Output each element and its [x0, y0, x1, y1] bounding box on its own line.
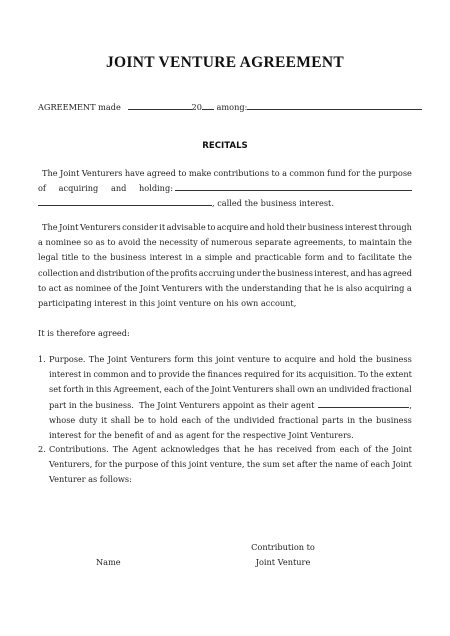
year-prefix-text: 20 [191, 102, 202, 112]
word: business [375, 354, 412, 364]
word: he [323, 282, 334, 293]
word: of [113, 282, 122, 293]
clause-1-line-2 [49, 367, 412, 382]
word: the [225, 282, 240, 293]
word: of [38, 183, 46, 194]
word: through [378, 222, 412, 232]
word: fund [326, 168, 346, 178]
word: purpose [378, 168, 412, 178]
word: also [345, 282, 363, 293]
word: Agreement, [113, 384, 162, 395]
agent-comma: , [409, 399, 412, 410]
word: The [112, 444, 129, 454]
word: form [304, 252, 325, 263]
word: consider [122, 222, 158, 232]
word: to [207, 222, 216, 232]
word: fractional [278, 414, 319, 425]
word: provide [158, 369, 190, 380]
agreement-made-text: AGREEMENT made [38, 102, 121, 112]
word: profits [170, 267, 198, 278]
word: for [282, 369, 294, 380]
word: facilitate [358, 252, 395, 263]
word: for [348, 168, 361, 178]
word: set [282, 459, 295, 470]
name-column-header: Name [96, 557, 121, 567]
word: Purpose. [49, 354, 86, 364]
word: is [336, 282, 344, 293]
word: a [38, 237, 43, 248]
word: joint [215, 354, 235, 364]
word: of [146, 267, 155, 278]
word: and [350, 267, 366, 278]
word: of [204, 414, 213, 425]
word: and [79, 267, 96, 278]
word: Joint [211, 384, 231, 395]
word: a [406, 282, 412, 293]
word: acquiring [58, 183, 99, 194]
clause-2-number: 2. [38, 444, 46, 454]
word: act [48, 282, 62, 293]
word: purpose [124, 459, 159, 470]
word: of [363, 444, 372, 454]
word: sum [262, 459, 280, 470]
recital-1-line-3 [38, 196, 412, 211]
word: required [244, 369, 280, 380]
word: avoid [118, 237, 141, 248]
appoint-agent-text: part in the business. The Joint Venturers appoint as their agent [49, 399, 315, 410]
word: duty [78, 414, 98, 425]
word: and [235, 252, 252, 263]
clause-2-line-1 [49, 442, 412, 457]
word: the [155, 267, 169, 278]
contribution-column-header [250, 540, 316, 570]
word: in [85, 384, 94, 395]
word: advisable [166, 222, 206, 232]
recital-2-last-line: participating interest in this joint venture on his own account, [38, 298, 297, 309]
word: and [130, 369, 147, 380]
word: separate [255, 237, 292, 248]
word: undivided [233, 414, 275, 425]
word: distribution [96, 267, 145, 278]
word: to [107, 237, 116, 248]
word: and [249, 222, 266, 232]
word: the [195, 384, 210, 395]
word: this [197, 354, 213, 364]
recital-1-line-1 [38, 166, 412, 181]
word: acquisition. [308, 369, 357, 380]
word: its [296, 369, 307, 380]
word: of [200, 237, 209, 248]
word: to [273, 354, 282, 364]
word: the [358, 414, 373, 425]
property-blank [175, 181, 412, 191]
word: in [347, 414, 356, 425]
word: this [171, 459, 187, 470]
contribution-header-line-2: Joint Venture [255, 557, 311, 568]
word: understanding [241, 282, 303, 293]
word: to [81, 252, 90, 263]
word: set [49, 384, 62, 395]
word: title [61, 252, 79, 263]
word: in [185, 252, 194, 263]
word: venture, [209, 459, 245, 470]
word: from [316, 444, 336, 454]
clause-1-number: 1. [38, 354, 46, 364]
word: the [216, 414, 230, 425]
word: shall [110, 414, 131, 425]
word: Venturers [161, 282, 203, 293]
recital-2-line-4 [38, 266, 412, 281]
word: make [188, 168, 212, 178]
word: has [258, 444, 273, 454]
word: whose [49, 414, 76, 425]
word: Venturers, [49, 459, 93, 470]
word: agreed [146, 168, 176, 178]
word: forth [63, 384, 84, 395]
word: Joint [139, 282, 160, 293]
word: acknowledges [160, 444, 220, 454]
word: extent [385, 369, 412, 380]
word: their [286, 222, 307, 232]
word: Venturers [130, 354, 172, 364]
word: a [282, 168, 287, 178]
word: business [277, 267, 313, 278]
word: necessity [159, 237, 198, 248]
word: Joint [59, 222, 79, 232]
word: the [143, 237, 157, 248]
word: for [94, 459, 107, 470]
clause-1-line-4 [49, 398, 412, 413]
word: each [370, 459, 391, 470]
word: interest [49, 369, 82, 380]
word: it [101, 414, 108, 425]
word: the [398, 252, 412, 263]
clause-1-line-1 [49, 352, 412, 367]
word: simple [204, 252, 233, 263]
word: agreed [382, 267, 412, 278]
word: to [346, 252, 355, 263]
word: the [370, 369, 384, 380]
word: hold [159, 414, 178, 425]
word: an [316, 384, 327, 395]
word: To [358, 369, 369, 380]
word: own [297, 384, 315, 395]
recital-1-line-2 [38, 181, 412, 196]
word: interest [344, 222, 378, 232]
recital-2-line-3 [38, 250, 412, 265]
word: parts [322, 414, 344, 425]
among-text: among: [216, 102, 248, 112]
word: common [93, 369, 129, 380]
word: Joint [392, 459, 412, 470]
word: and [110, 183, 127, 194]
word: business [307, 222, 344, 232]
word: business [376, 414, 412, 425]
word: numerous [211, 237, 253, 248]
word: Agent [132, 444, 157, 454]
word: he [244, 444, 255, 454]
word: the [246, 459, 261, 470]
year-blank [202, 100, 214, 110]
word: agreements, [293, 237, 346, 248]
word: contributions [213, 168, 270, 178]
word: form [174, 354, 194, 364]
contribution-header-line-1: Contribution to [251, 542, 315, 552]
word: so [83, 237, 93, 248]
word: as [63, 282, 74, 293]
word: of [185, 384, 194, 395]
word: name [335, 459, 358, 470]
word: accruing [198, 267, 236, 278]
clause-2-line-2 [49, 457, 412, 472]
recital-1-line-2-words [38, 181, 173, 196]
word: the [375, 444, 389, 454]
word: collection [38, 267, 79, 278]
word: and [319, 354, 335, 364]
word: interest [149, 252, 182, 263]
word: acquire [284, 354, 316, 364]
word: of [360, 459, 369, 470]
word: it [159, 222, 166, 232]
word: legal [38, 252, 59, 263]
word: the [123, 282, 138, 293]
clause-2-last-line: Venturer as follows: [49, 474, 132, 485]
word: fractional [371, 384, 412, 395]
word: nominee [45, 237, 82, 248]
word: as [95, 237, 105, 248]
word: the [359, 354, 373, 364]
word: to [147, 414, 157, 425]
document-title: JOINT VENTURE AGREEMENT [105, 54, 344, 71]
word: the [108, 459, 123, 470]
word: The [42, 222, 58, 232]
word: Venturers [232, 384, 274, 395]
word: in [83, 369, 92, 380]
word: nominee [75, 282, 112, 293]
word: that [223, 444, 241, 454]
clause-1-last-line: interest for the benefit of and as agent for the respective Joint Venturers. [49, 430, 354, 441]
word: common [289, 168, 325, 178]
word: has [367, 267, 382, 278]
word: interest, [314, 267, 350, 278]
word: to [178, 168, 187, 178]
agreement-line [38, 100, 414, 115]
recital-paragraph-1 [38, 166, 412, 212]
clause-1-line-3 [49, 382, 412, 397]
word: acquire [216, 222, 249, 232]
property-blank-2 [38, 196, 212, 206]
word: Venturers [81, 168, 123, 178]
word: to [348, 237, 357, 248]
word: Joint [392, 444, 412, 454]
word: practicable [254, 252, 302, 263]
word: the [319, 459, 333, 470]
word: received [276, 444, 313, 454]
word: under [236, 267, 261, 278]
word: acquiring [364, 282, 405, 293]
word: the [93, 252, 107, 263]
word: finances [207, 369, 242, 380]
recital-2-line-2 [38, 235, 412, 250]
word: hold [266, 222, 285, 232]
word: undivided [328, 384, 370, 395]
word: this [95, 384, 112, 395]
word: shall [275, 384, 296, 395]
word: with [204, 282, 224, 293]
word: holding: [139, 183, 173, 194]
word: the [191, 369, 206, 380]
word: to [38, 282, 47, 293]
word: have [124, 168, 145, 178]
word: hold [337, 354, 356, 364]
word: venture [237, 354, 270, 364]
word: of [160, 459, 169, 470]
called-business-interest-text: , called the business interest. [212, 198, 334, 209]
word: to [148, 369, 157, 380]
word: each [339, 444, 360, 454]
word: Joint [107, 354, 128, 364]
word: after [296, 459, 317, 470]
word: The [42, 168, 58, 178]
recital-2-line-5 [38, 281, 412, 296]
recitals-heading: RECITALS [202, 141, 248, 151]
word: to [271, 168, 280, 178]
parties-blank [247, 100, 422, 110]
therefore-agreed-text: It is therefore agreed: [38, 328, 130, 338]
word: that [304, 282, 322, 293]
word: each [164, 384, 184, 395]
word: the [262, 267, 276, 278]
word: Contributions. [49, 444, 109, 454]
word: each [181, 414, 202, 425]
recital-paragraph-2 [38, 220, 412, 311]
word: Venturers [79, 222, 121, 232]
word: a [196, 252, 202, 263]
clause-1-line-5 [49, 413, 412, 428]
date-blank [128, 100, 192, 110]
word: and [327, 252, 344, 263]
word: The [88, 354, 105, 364]
word: maintain [359, 237, 396, 248]
recital-2-line-1 [38, 220, 412, 235]
word: the [398, 237, 412, 248]
agent-name-blank [318, 398, 409, 408]
word: Joint [59, 168, 80, 178]
word: the [362, 168, 376, 178]
word: joint [188, 459, 208, 470]
word: be [134, 414, 145, 425]
word: business [110, 252, 147, 263]
